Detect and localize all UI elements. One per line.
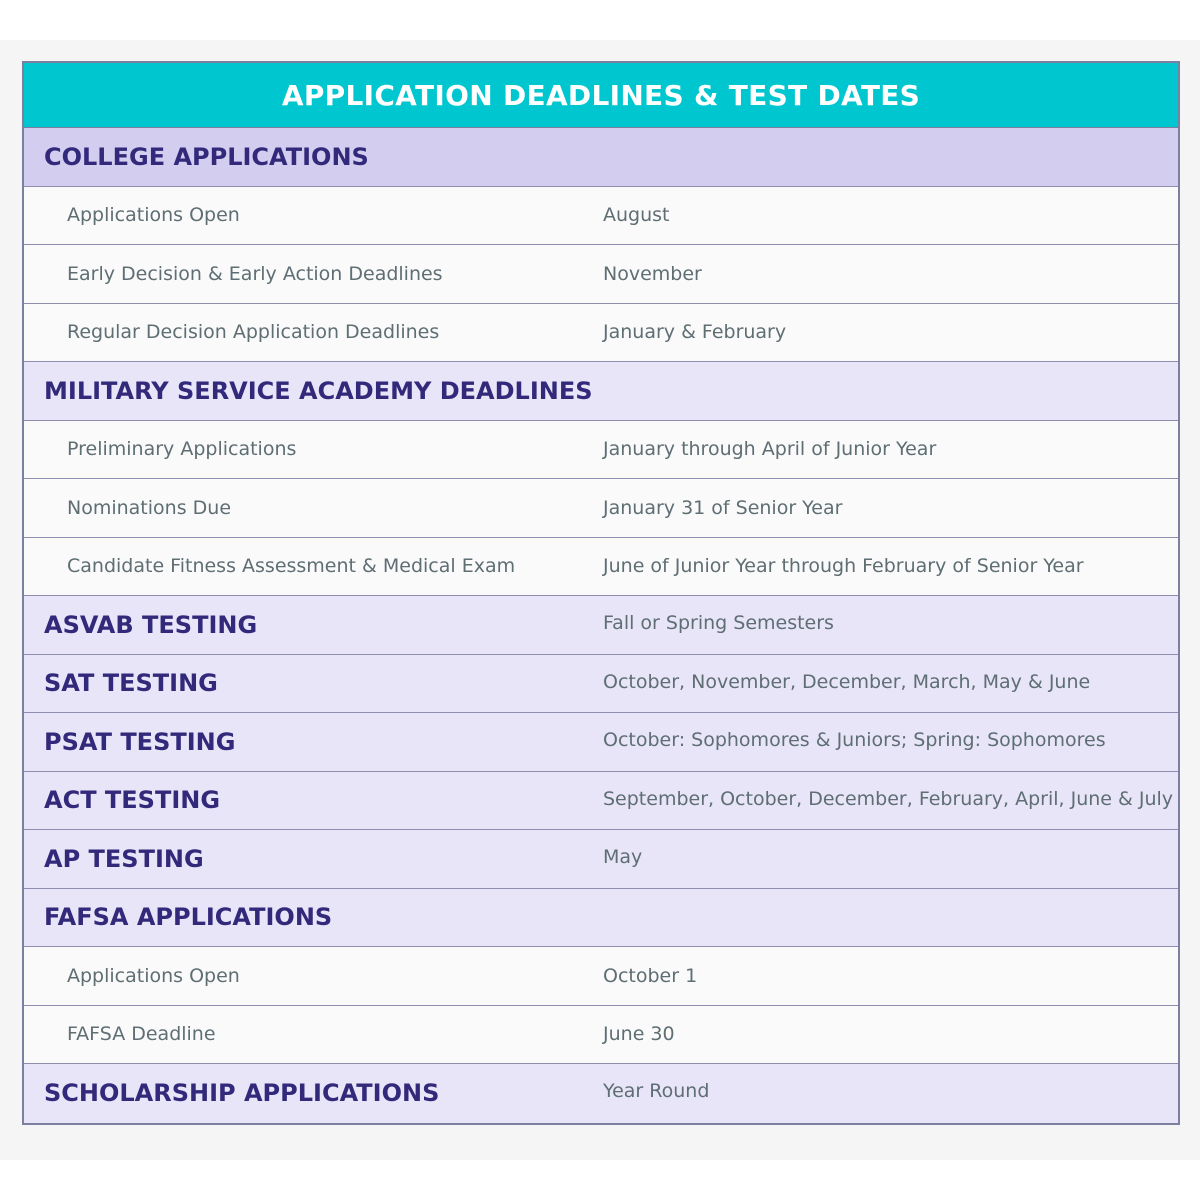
row-label: FAFSA APPLICATIONS xyxy=(44,903,333,932)
row-value: January & February xyxy=(603,321,787,344)
table-row xyxy=(24,538,1178,597)
row-value: October, November, December, March, May & June xyxy=(603,670,1091,693)
row-label: Preliminary Applications xyxy=(67,438,297,461)
row-value: October: Sophomores & Juniors; Spring: Sophomores xyxy=(603,729,1106,751)
row-label: Early Decision & Early Action Deadlines xyxy=(67,262,443,285)
row-value: Fall or Spring Semesters xyxy=(603,612,834,634)
table-row xyxy=(24,479,1178,538)
row-label: Regular Decision Application Deadlines xyxy=(67,321,440,344)
table-row xyxy=(24,1006,1178,1065)
row-value: January 31 of Senior Year xyxy=(603,496,843,519)
section-college-applications xyxy=(24,128,1178,187)
section-military-academy xyxy=(24,362,1178,421)
table-row xyxy=(24,187,1178,246)
section-ap-testing xyxy=(24,830,1178,889)
row-value: June 30 xyxy=(603,1023,675,1046)
row-label: Applications Open xyxy=(67,204,240,227)
row-value: August xyxy=(603,204,670,227)
row-value: January through April of Junior Year xyxy=(603,438,937,461)
deadlines-table xyxy=(22,61,1180,1125)
table-row xyxy=(24,245,1178,304)
section-asvab-testing xyxy=(24,596,1178,655)
row-label: ACT TESTING xyxy=(44,786,221,815)
row-value: October 1 xyxy=(603,964,698,987)
row-label: Applications Open xyxy=(67,964,240,987)
table-row xyxy=(24,304,1178,363)
row-value: June of Junior Year through February of Senior Year xyxy=(603,555,1084,578)
table-row xyxy=(24,947,1178,1006)
table-row xyxy=(24,421,1178,480)
section-act-testing xyxy=(24,772,1178,831)
section-scholarship-applications xyxy=(24,1064,1178,1123)
row-label: COLLEGE APPLICATIONS xyxy=(44,142,369,171)
row-label: ASVAB TESTING xyxy=(44,610,258,639)
row-label: PSAT TESTING xyxy=(44,727,236,756)
table-title: APPLICATION DEADLINES & TEST DATES xyxy=(24,63,1178,128)
row-label: Candidate Fitness Assessment & Medical Exam xyxy=(67,555,516,578)
row-value: Year Round xyxy=(603,1080,710,1102)
row-label: AP TESTING xyxy=(44,844,204,873)
row-label: SAT TESTING xyxy=(44,669,218,698)
row-label: MILITARY SERVICE ACADEMY DEADLINES xyxy=(44,376,593,405)
row-value: September, October, December, February, April, June & July xyxy=(603,787,1174,810)
section-sat-testing xyxy=(24,655,1178,714)
section-fafsa-applications xyxy=(24,889,1178,948)
row-label: FAFSA Deadline xyxy=(67,1023,216,1046)
row-label: SCHOLARSHIP APPLICATIONS xyxy=(44,1079,440,1108)
row-label: Nominations Due xyxy=(67,496,232,519)
section-psat-testing xyxy=(24,713,1178,772)
row-value: May xyxy=(603,846,643,868)
row-value: November xyxy=(603,262,702,285)
